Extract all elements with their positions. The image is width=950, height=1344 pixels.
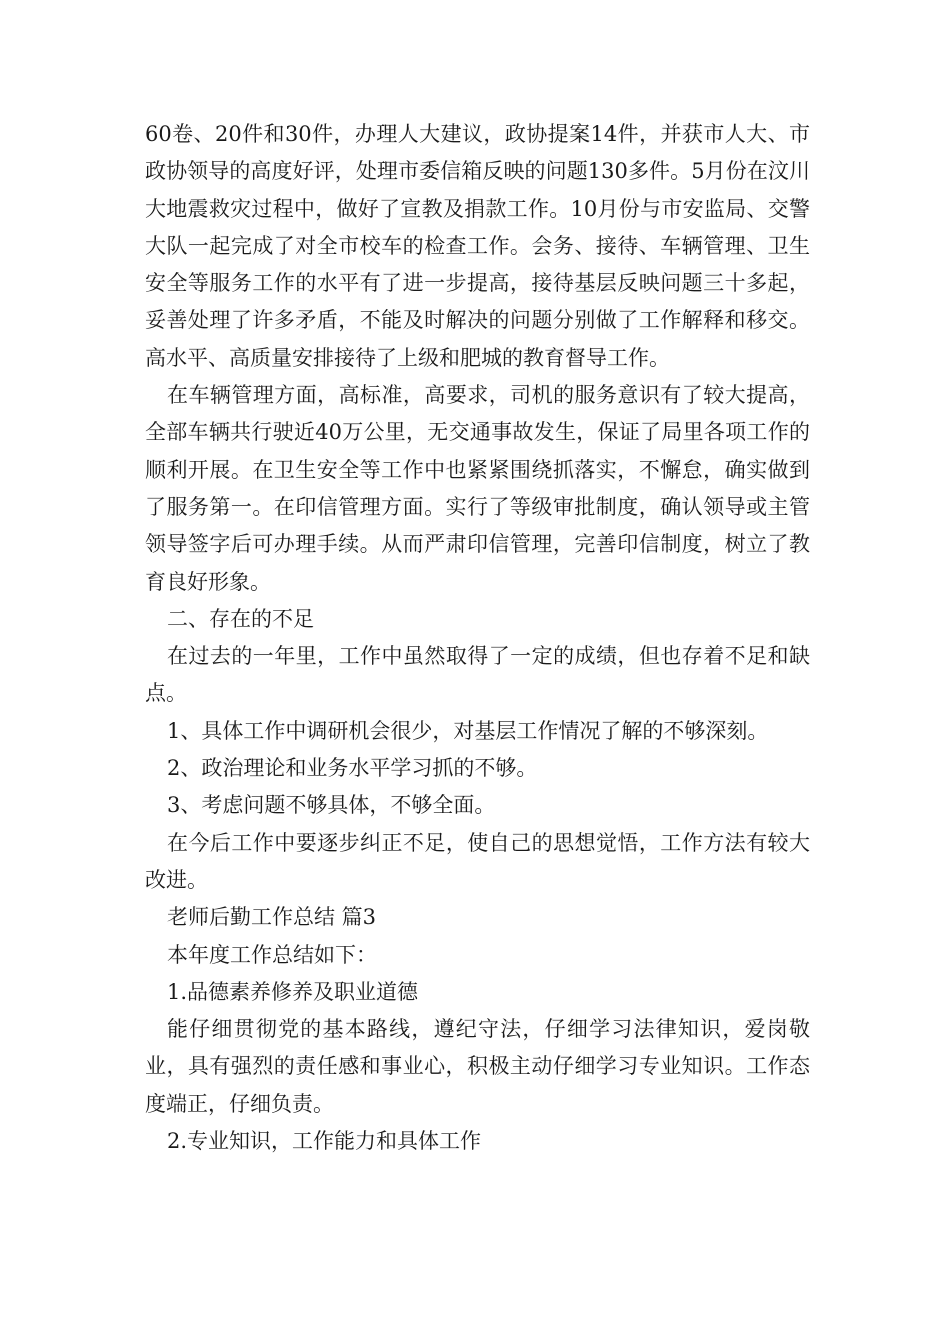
paragraph-vehicle-management: 在车辆管理方面，高标准，高要求，司机的服务意识有了较大提高，全部车辆共行驶近40万公里，无交通事故发生，保证了局里各项工作的顺利开展。在卫生安全等工作中也紧紧围绕抓落实，不懈怠，确实做到了服务第一。在印信管理方面。实行了等级审批制度，确认领导或主管领导签字后可办理手续。从而严肃印信管理，完善印信制度，树立了教育良好形象。 xyxy=(145,383,810,594)
paragraph-improvement: 在今后工作中要逐步纠正不足，使自己的思想觉悟，工作方法有较大改进。 xyxy=(145,830,810,892)
section-title-part3: 老师后勤工作总结 篇3 xyxy=(167,905,377,930)
paragraph-summary-intro: 本年度工作总结如下： xyxy=(167,942,377,967)
paragraph-ethics: 能仔细贯彻党的基本路线，遵纪守法，仔细学习法律知识，爱岗敬业，具有强烈的责任感和事业心，积极主动仔细学习专业知识。工作态度端正，仔细负责。 xyxy=(145,1017,810,1116)
list-item-2: 2、政治理论和业务水平学习抓的不够。 xyxy=(167,756,538,781)
subheading-professional: 2.专业知识，工作能力和具体工作 xyxy=(167,1129,482,1154)
list-item-1: 1、具体工作中调研机会很少，对基层工作情况了解的不够深刻。 xyxy=(167,718,769,743)
subheading-ethics: 1.品德素养修养及职业道德 xyxy=(167,979,419,1004)
section-heading-shortcomings: 二、存在的不足 xyxy=(167,606,314,631)
paragraph-continuation: 60卷、20件和30件，办理人大建议，政协提案14件，并获市人大、市政协领导的高度好评，处理市委信箱反映的问题130多件。5月份在汶川大地震救灾过程中，做好了宣教及捐款工作。10月份与市安监局、交警大队一起完成了对全市校车的检查工作。会务、接待、车辆管理、卫生安全等服务工作的水平有了进一步提高，接待基层反映问题三十多起，妥善处理了许多矛盾，不能及时解决的问题分别做了工作解释和移交。高水平、高质量安排接待了上级和肥城的教育督导工作。 xyxy=(145,122,810,370)
paragraph-shortcomings-intro: 在过去的一年里，工作中虽然取得了一定的成绩，但也存着不足和缺点。 xyxy=(145,644,810,706)
list-item-3: 3、考虑问题不够具体，不够全面。 xyxy=(167,793,496,818)
document-body xyxy=(145,116,810,1160)
